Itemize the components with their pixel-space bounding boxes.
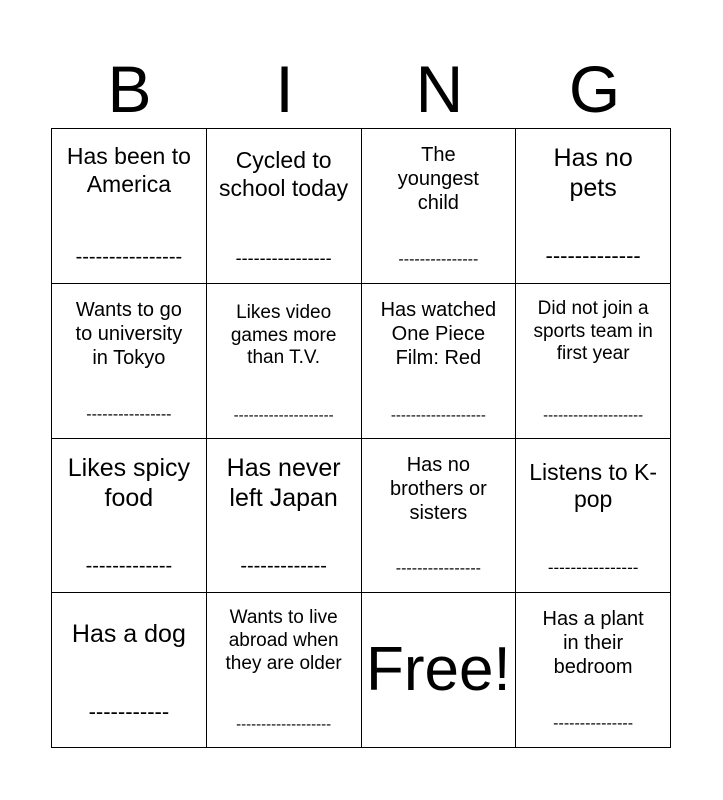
bingo-cell[interactable] xyxy=(207,439,362,594)
cell-text: Has no pets xyxy=(553,144,633,202)
cell-text: Has been to America xyxy=(66,143,191,197)
cell-text: Cycled to school today xyxy=(219,147,349,201)
signature-line: ------------------- xyxy=(390,406,486,424)
cell-text: Wants to go to university in Tokyo xyxy=(75,298,183,369)
bingo-cell[interactable] xyxy=(516,129,671,284)
signature-line: ----------- xyxy=(88,699,170,724)
bingo-cell[interactable] xyxy=(362,439,517,594)
bingo-cell[interactable] xyxy=(362,129,517,284)
header-letter-g: G xyxy=(568,52,621,126)
signature-line: ------------- xyxy=(85,555,173,578)
cell-text: Has a dog xyxy=(71,620,186,649)
signature-line: ---------------- xyxy=(86,405,172,423)
signature-line: --------------- xyxy=(553,715,634,732)
cell-text: Likes video games more than T.V. xyxy=(230,301,337,369)
bingo-cell[interactable] xyxy=(516,593,671,748)
signature-line: ------------- xyxy=(545,242,641,268)
signature-line: ------------- xyxy=(240,555,327,578)
cell-text: The youngest child xyxy=(397,144,479,214)
cell-text: Wants to live abroad when they are older xyxy=(225,607,342,674)
bingo-cell[interactable] xyxy=(52,593,207,748)
bingo-cell[interactable] xyxy=(52,129,207,284)
cell-text: Has watched One Piece Film: Red xyxy=(380,298,497,369)
header-letter-b: B xyxy=(107,52,152,126)
bingo-cell[interactable] xyxy=(516,284,671,439)
cell-text: Has never left Japan xyxy=(226,453,341,512)
cell-text: Listens to K-pop xyxy=(529,458,658,513)
bingo-cell[interactable] xyxy=(207,129,362,284)
bingo-cell[interactable] xyxy=(207,284,362,439)
bingo-cell[interactable] xyxy=(52,439,207,594)
bingo-grid xyxy=(51,128,671,748)
bingo-header xyxy=(52,50,672,128)
signature-line: ---------------- xyxy=(75,245,183,268)
signature-line: -------------------- xyxy=(233,406,334,424)
signature-line: ---------------- xyxy=(395,560,481,578)
signature-line: --------------- xyxy=(398,250,479,268)
cell-text: Has no brothers or sisters xyxy=(390,453,487,524)
header-letter-i: I xyxy=(275,52,294,126)
signature-line: ---------------- xyxy=(547,558,639,578)
signature-line: ---------------- xyxy=(235,247,332,268)
cell-text: Likes spicy food xyxy=(67,453,190,512)
cell-text: Has a plant in their bedroom xyxy=(542,608,644,679)
header-letter-n: N xyxy=(415,52,464,126)
cell-text: Did not join a sports team in first year xyxy=(533,297,653,365)
signature-line: -------------------- xyxy=(543,406,644,424)
free-text: Free! xyxy=(366,634,511,704)
bingo-cell[interactable] xyxy=(362,284,517,439)
bingo-cell[interactable] xyxy=(207,593,362,748)
signature-line: ------------------- xyxy=(236,716,332,733)
free-cell[interactable] xyxy=(362,593,517,748)
bingo-cell[interactable] xyxy=(516,439,671,594)
bingo-cell[interactable] xyxy=(52,284,207,439)
